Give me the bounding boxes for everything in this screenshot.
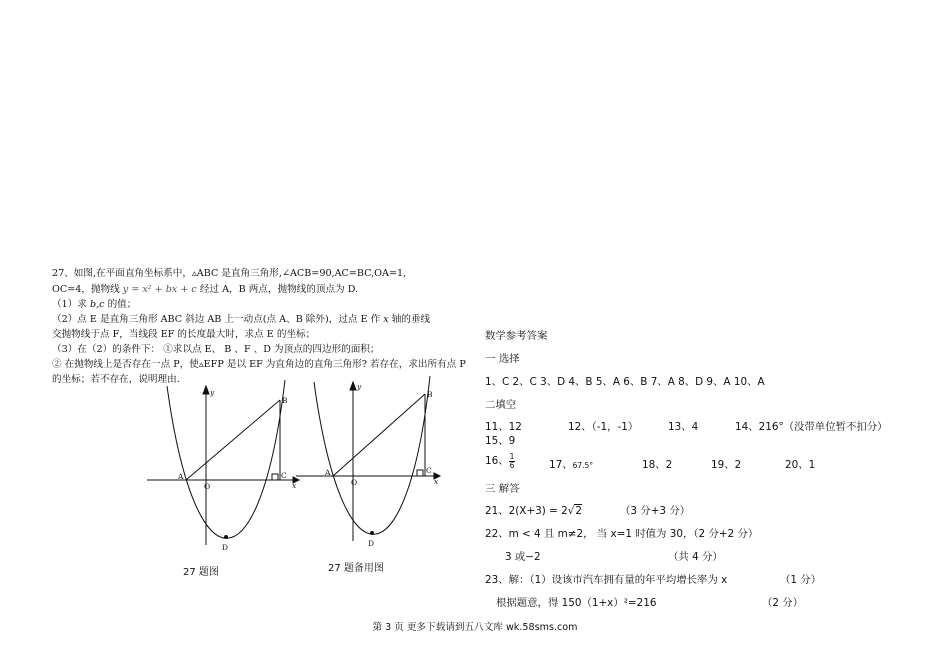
fill-13: 13、4 <box>668 421 699 433</box>
problem-line-8: 的坐标；若不存在，说明理由. <box>52 374 180 385</box>
fraction-one-sixth <box>509 453 516 470</box>
answer-23-score: （1 分） <box>780 574 822 586</box>
fraction-denominator: 6 <box>509 460 515 470</box>
sqrt-sign: √ <box>567 505 575 517</box>
problem-line-4b: 轴的垂线 <box>388 314 431 325</box>
label-A: A <box>325 468 331 477</box>
answer-22: 22、m < 4 且 m≠2， 当 x=1 时值为 30，（2 分+2 分） <box>485 528 759 540</box>
section-solutions: 三 解答 <box>485 483 520 495</box>
label-O: O <box>351 478 358 487</box>
section-fill: 二填空 <box>485 399 517 411</box>
page-footer: 第 3 页 更多下载请到五八文库 wk.58sms.com <box>372 622 578 633</box>
label-D: D <box>222 543 229 552</box>
problem-line-2a: OC=4，抛物线 <box>52 284 123 295</box>
sqrt-radicand: 2 <box>575 505 582 517</box>
y-arrow <box>350 382 356 390</box>
label-A: A <box>178 472 184 481</box>
label-y: y <box>210 388 215 397</box>
answer-21 <box>485 502 582 517</box>
answer-23-b-score: （2 分） <box>762 597 804 609</box>
answer-22-b: 3 或−2 <box>505 551 541 563</box>
fill-11: 11、12 <box>485 421 522 433</box>
graph-main-caption: 27 题图 <box>183 567 219 578</box>
right-angle-mark <box>417 470 423 476</box>
problem-line-7: ② 在抛物线上是否存在一点 P，使▵EFP 是以 EF 为直角边的直角三角形? 若存在，求出所有点 P <box>52 359 466 370</box>
fill-20: 20、1 <box>785 459 816 471</box>
parabola <box>167 380 285 538</box>
label-C: C <box>426 466 432 475</box>
fill-17-value: 67.5° <box>572 461 594 470</box>
graph-main <box>145 380 305 555</box>
problem-line-5: 交抛物线于点 F，当线段 EF 的长度最大时，求点 E 的坐标； <box>52 329 316 340</box>
answer-21-score: （3 分+3 分） <box>620 505 691 517</box>
label-x: x <box>434 477 439 486</box>
fill-16-label: 16、 <box>485 455 509 467</box>
vertex-D <box>371 532 374 535</box>
problem-line-2b: 经过 A，B 两点，抛物线的顶点为 D. <box>196 284 359 295</box>
answer-22-score: （共 4 分） <box>668 551 723 563</box>
fill-12: 12、（-1，-1） <box>568 421 639 433</box>
answer-23: 23、解：（1）设该市汽车拥有量的年平均增长率为 x <box>485 574 728 586</box>
choice-answers: 1、C 2、C 3、D 4、B 5、A 6、B 7、A 8、D 9、A 10、A <box>485 376 765 388</box>
label-B: B <box>427 390 433 399</box>
problem-line-1: 27、如图,在平面直角坐标系中，▵ABC 是直角三角形,∠ACB=90,AC=BC,OA=1, <box>52 268 407 279</box>
label-C: C <box>281 471 287 480</box>
section-choice: 一 选择 <box>485 353 520 365</box>
problem-part-2 <box>52 312 430 328</box>
fill-18: 18、2 <box>642 459 673 471</box>
segment-AB <box>186 400 280 480</box>
vertex-D <box>225 536 228 539</box>
fraction-numerator: 1 <box>509 451 515 461</box>
label-D: D <box>368 539 375 548</box>
label-x: x <box>292 481 297 490</box>
problem-line-3v: b,c <box>89 299 105 310</box>
problem-part-1 <box>52 297 136 313</box>
label-B: B <box>282 396 288 405</box>
answer-23-b: 根据题意，得 150（1+x）²=216 <box>496 597 657 609</box>
fill-19: 19、2 <box>711 459 742 471</box>
problem-line-4a: （2）点 E 是直角三角形 ABC 斜边 AB 上一动点(点 A、B 除外)，过点 E 作 <box>52 314 384 325</box>
problem-part-3: （3）在（2）的条件下： ①求以点 E、 B 、F 、D 为顶点的四边形的面积； <box>52 344 380 355</box>
label-O: O <box>204 482 211 491</box>
fill-14: 14、216°（没带单位暂不扣分） <box>735 421 888 433</box>
parabola <box>314 376 430 534</box>
fill-17-label: 17、 <box>549 459 573 471</box>
parabola-formula: y = x² + bx + c <box>122 284 197 295</box>
graph-backup-caption: 27 题备用图 <box>328 563 384 574</box>
fill-16 <box>485 452 515 470</box>
fill-15: 15、9 <box>485 435 516 447</box>
fill-17 <box>549 456 593 471</box>
answer-21-expr: 21、2(X+3) = 2 <box>485 505 568 517</box>
problem-line-3a: （1）求 <box>52 299 90 310</box>
right-angle-mark <box>272 474 278 480</box>
problem-line-4v: x <box>383 314 389 325</box>
label-y: y <box>357 382 362 391</box>
segment-AB <box>333 394 425 476</box>
problem-line-2 <box>52 282 358 298</box>
y-arrow <box>203 386 209 394</box>
problem-line-3b: 的值； <box>104 299 137 310</box>
answers-title: 数学参考答案 <box>485 330 548 342</box>
graph-backup <box>294 376 454 551</box>
